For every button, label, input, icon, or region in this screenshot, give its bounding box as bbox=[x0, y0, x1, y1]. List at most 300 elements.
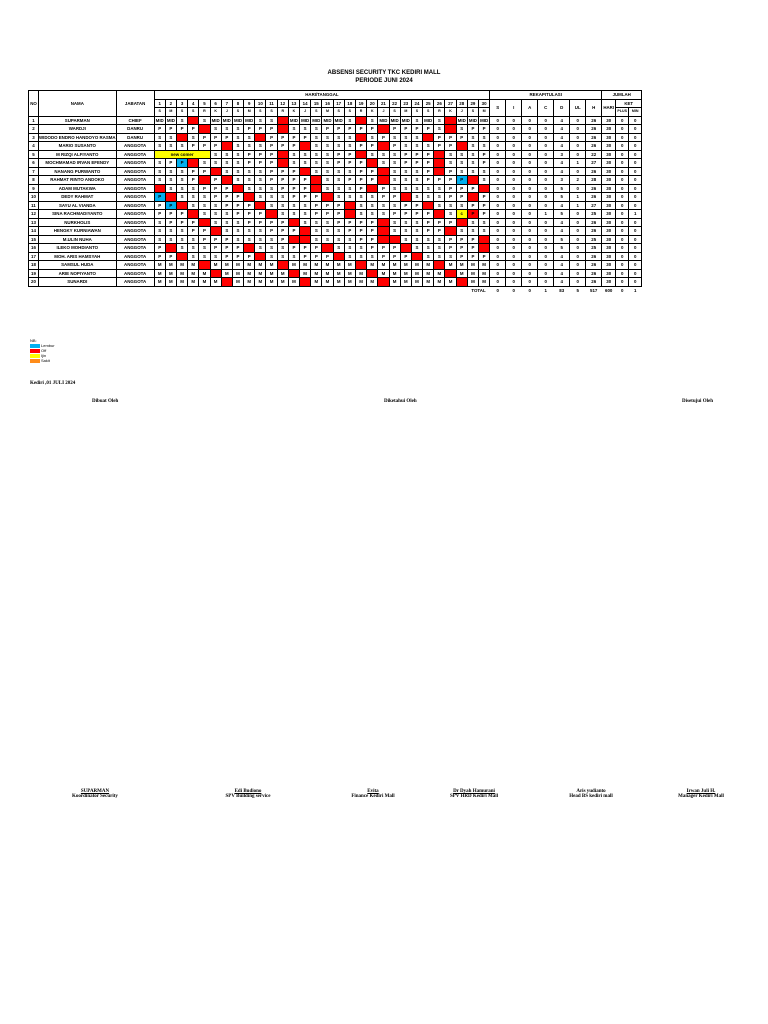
day-number: 25 bbox=[423, 99, 434, 108]
weekday-letter: S bbox=[154, 108, 165, 117]
day-cell: P bbox=[232, 252, 243, 261]
day-cell bbox=[199, 176, 210, 185]
day-cell: M bbox=[199, 278, 210, 287]
day-cell: S bbox=[378, 210, 389, 219]
weekday-letter: S bbox=[333, 108, 344, 117]
rekap-cell: 0 bbox=[490, 269, 506, 278]
day-cell: P bbox=[479, 201, 490, 210]
day-cell: S bbox=[333, 244, 344, 253]
rekap-cell: 26 bbox=[586, 218, 602, 227]
day-cell: S bbox=[344, 116, 355, 125]
day-cell: P bbox=[367, 235, 378, 244]
day-cell: P bbox=[277, 176, 288, 185]
day-cell bbox=[154, 184, 165, 193]
day-cell: P bbox=[165, 218, 176, 227]
rekap-cell: 27 bbox=[586, 201, 602, 210]
day-cell: S bbox=[311, 159, 322, 168]
day-cell: M bbox=[266, 278, 277, 287]
day-cell: S bbox=[411, 184, 422, 193]
day-cell: P bbox=[378, 244, 389, 253]
day-cell: S bbox=[479, 176, 490, 185]
day-number: 29 bbox=[467, 99, 478, 108]
day-cell: P bbox=[188, 176, 199, 185]
day-cell: P bbox=[165, 201, 176, 210]
day-cell: P bbox=[344, 150, 355, 159]
jumlah-cell: 0 bbox=[616, 150, 629, 159]
day-cell: S bbox=[479, 133, 490, 142]
day-cell: S bbox=[165, 133, 176, 142]
day-cell: S bbox=[255, 184, 266, 193]
total-spacer bbox=[389, 286, 400, 294]
day-number: 3 bbox=[176, 99, 187, 108]
day-cell: MID bbox=[401, 117, 410, 123]
day-number: 14 bbox=[300, 99, 311, 108]
day-cell: P bbox=[423, 167, 434, 176]
signature-role: Koordinator Security bbox=[72, 794, 118, 799]
day-cell: S bbox=[355, 252, 366, 261]
rekap-cell: 0 bbox=[570, 142, 586, 151]
jumlah-cell: 30 bbox=[602, 235, 616, 244]
rekap-cell: 0 bbox=[522, 269, 538, 278]
day-cell: M bbox=[154, 278, 165, 287]
row-nama: RAHMAT RINTO ANDOKO bbox=[39, 176, 117, 185]
total-spacer bbox=[116, 286, 154, 294]
day-cell: P bbox=[165, 125, 176, 134]
day-cell: P bbox=[288, 184, 299, 193]
date-place: Kediri ,01 JULI 2024 bbox=[30, 381, 76, 386]
jumlah-cell: 0 bbox=[616, 142, 629, 151]
day-cell: S bbox=[176, 184, 187, 193]
day-cell: P bbox=[344, 159, 355, 168]
day-cell: M bbox=[333, 269, 344, 278]
day-cell: MID bbox=[457, 117, 466, 123]
row-no: 9 bbox=[29, 184, 39, 193]
day-cell: M bbox=[255, 269, 266, 278]
weekday-letter: J bbox=[456, 108, 467, 117]
day-cell: P bbox=[367, 176, 378, 185]
day-cell: P bbox=[445, 184, 456, 193]
day-cell: M bbox=[423, 269, 434, 278]
total-spacer bbox=[344, 286, 355, 294]
day-cell: S bbox=[322, 227, 333, 236]
day-cell: S bbox=[188, 235, 199, 244]
day-cell bbox=[479, 184, 490, 193]
row-nama: M.ULIN NUHA bbox=[39, 235, 117, 244]
total-value: 0 bbox=[496, 287, 499, 293]
jumlah-cell: 0 bbox=[616, 269, 629, 278]
day-number: 2 bbox=[165, 99, 176, 108]
day-cell: P bbox=[266, 150, 277, 159]
weekday-letter: S bbox=[232, 108, 243, 117]
day-cell: P bbox=[322, 125, 333, 134]
day-cell: M bbox=[165, 261, 176, 270]
day-cell bbox=[244, 193, 255, 202]
day-cell: P bbox=[434, 133, 445, 142]
day-cell: M bbox=[322, 269, 333, 278]
day-cell: P bbox=[244, 210, 255, 219]
day-cell: S bbox=[221, 227, 232, 236]
day-cell: S bbox=[311, 133, 322, 142]
day-cell: S bbox=[288, 125, 299, 134]
day-cell bbox=[344, 201, 355, 210]
total-spacer bbox=[434, 286, 445, 294]
weekday-letter: J bbox=[378, 108, 389, 117]
day-cell: S bbox=[467, 150, 478, 159]
day-cell: S bbox=[300, 201, 311, 210]
rekap-cell: 0 bbox=[570, 218, 586, 227]
rekap-cell: 0 bbox=[506, 235, 522, 244]
row-jabatan: ANGGOTA bbox=[116, 218, 154, 227]
day-cell: P bbox=[479, 252, 490, 261]
rekap-cell: 0 bbox=[522, 193, 538, 202]
day-cell: S bbox=[255, 116, 266, 125]
rekap-cell: 0 bbox=[506, 116, 522, 125]
day-cell: P bbox=[456, 133, 467, 142]
diketahui-oleh: Diketahui Oleh bbox=[384, 399, 417, 404]
row-no: 17 bbox=[29, 252, 39, 261]
day-cell: S bbox=[232, 235, 243, 244]
day-cell: P bbox=[199, 235, 210, 244]
rekap-cell: 0 bbox=[490, 235, 506, 244]
day-cell: M bbox=[244, 261, 255, 270]
signature bbox=[419, 789, 529, 799]
header-min: MIN bbox=[629, 108, 642, 117]
day-cell: MID bbox=[424, 117, 433, 123]
rekap-cell: 0 bbox=[522, 201, 538, 210]
day-cell: M bbox=[456, 261, 467, 270]
day-cell: P bbox=[210, 184, 221, 193]
rekap-cell: 26 bbox=[586, 142, 602, 151]
day-number: 17 bbox=[333, 99, 344, 108]
day-cell: S bbox=[277, 201, 288, 210]
jumlah-cell: 0 bbox=[616, 218, 629, 227]
day-cell: P bbox=[434, 218, 445, 227]
day-cell: P bbox=[445, 176, 456, 185]
day-cell: S bbox=[423, 235, 434, 244]
rekap-cell: 0 bbox=[570, 184, 586, 193]
day-cell: P bbox=[311, 201, 322, 210]
row-no: 5 bbox=[29, 150, 39, 159]
rekap-cell: 4 bbox=[554, 159, 570, 168]
table-row bbox=[29, 227, 642, 236]
day-cell: M bbox=[165, 278, 176, 287]
day-cell: S bbox=[244, 176, 255, 185]
day-cell: S bbox=[266, 244, 277, 253]
rekap-cell: 5 bbox=[554, 184, 570, 193]
day-cell: S bbox=[479, 218, 490, 227]
day-cell: P bbox=[300, 133, 311, 142]
jumlah-cell: 0 bbox=[616, 116, 629, 125]
weekday-letter: S bbox=[344, 108, 355, 117]
rekap-col-ul: UL bbox=[570, 99, 586, 116]
total-label: TOTAL bbox=[471, 287, 486, 293]
day-cell: M bbox=[266, 269, 277, 278]
day-cell: S bbox=[411, 193, 422, 202]
day-cell: S bbox=[322, 184, 333, 193]
day-cell: P bbox=[333, 218, 344, 227]
day-cell: S bbox=[322, 150, 333, 159]
day-cell: M bbox=[176, 261, 187, 270]
rekap-cell: 0 bbox=[506, 269, 522, 278]
signature-name: Irwan Juli H. bbox=[686, 789, 716, 794]
day-cell: S bbox=[188, 201, 199, 210]
day-cell: P bbox=[300, 193, 311, 202]
day-cell: P bbox=[244, 150, 255, 159]
day-cell: S bbox=[255, 244, 266, 253]
rekap-cell: 0 bbox=[570, 235, 586, 244]
jumlah-cell: 30 bbox=[602, 218, 616, 227]
total-spacer bbox=[165, 286, 176, 294]
day-cell: P bbox=[221, 193, 232, 202]
row-jabatan: ANGGOTA bbox=[116, 167, 154, 176]
day-cell: S bbox=[210, 201, 221, 210]
rekap-cell: 0 bbox=[538, 150, 554, 159]
day-cell: M bbox=[389, 278, 400, 287]
jumlah-cell: 30 bbox=[602, 167, 616, 176]
rekap-cell: 26 bbox=[586, 227, 602, 236]
day-cell bbox=[378, 235, 389, 244]
rekap-cell: 0 bbox=[538, 133, 554, 142]
day-cell: S bbox=[411, 142, 422, 151]
day-cell: S bbox=[300, 150, 311, 159]
day-cell: S bbox=[479, 227, 490, 236]
day-cell bbox=[255, 252, 266, 261]
table-row bbox=[29, 210, 642, 219]
rekap-cell: 22 bbox=[586, 150, 602, 159]
rekap-cell: 5 bbox=[554, 244, 570, 253]
day-cell bbox=[400, 193, 411, 202]
jumlah-cell: 30 bbox=[602, 269, 616, 278]
day-cell: M bbox=[423, 261, 434, 270]
jumlah-cell: 30 bbox=[602, 227, 616, 236]
day-cell: S bbox=[221, 159, 232, 168]
rekap-cell: 2 bbox=[570, 176, 586, 185]
day-cell bbox=[367, 269, 378, 278]
rekap-cell: 1 bbox=[538, 210, 554, 219]
attendance-table bbox=[28, 90, 642, 294]
day-number: 10 bbox=[255, 99, 266, 108]
day-cell: S bbox=[333, 142, 344, 151]
day-cell: P bbox=[389, 244, 400, 253]
day-cell: M bbox=[411, 261, 422, 270]
day-cell: S bbox=[445, 252, 456, 261]
day-cell: M bbox=[467, 261, 478, 270]
table-row bbox=[29, 261, 642, 270]
row-nama: DEDY RAHMAT bbox=[39, 193, 117, 202]
day-cell: S bbox=[300, 125, 311, 134]
row-jabatan: ANGGOTA bbox=[116, 150, 154, 159]
day-cell bbox=[255, 133, 266, 142]
jumlah-cell: 0 bbox=[616, 252, 629, 261]
day-cell bbox=[255, 201, 266, 210]
day-cell: M bbox=[333, 278, 344, 287]
day-cell bbox=[210, 269, 221, 278]
day-cell: P bbox=[288, 244, 299, 253]
day-cell: P bbox=[266, 125, 277, 134]
day-cell: P bbox=[288, 176, 299, 185]
day-cell: S bbox=[188, 252, 199, 261]
rekap-cell: 4 bbox=[554, 227, 570, 236]
day-cell: P bbox=[288, 193, 299, 202]
jumlah-cell: 0 bbox=[616, 201, 629, 210]
row-no: 4 bbox=[29, 142, 39, 151]
day-cell: S bbox=[232, 125, 243, 134]
day-cell: M bbox=[378, 269, 389, 278]
weekday-letter: K bbox=[288, 108, 299, 117]
rekap-cell: 26 bbox=[586, 184, 602, 193]
day-cell: M bbox=[322, 261, 333, 270]
total-spacer bbox=[266, 286, 277, 294]
day-number: 7 bbox=[221, 99, 232, 108]
day-cell: S bbox=[188, 133, 199, 142]
day-cell: S bbox=[344, 142, 355, 151]
day-cell: S bbox=[165, 227, 176, 236]
day-cell: M bbox=[266, 261, 277, 270]
row-no: 12 bbox=[29, 210, 39, 219]
day-cell: P bbox=[434, 176, 445, 185]
weekday-letter: S bbox=[266, 108, 277, 117]
day-cell: S bbox=[244, 133, 255, 142]
jumlah-cell: 0 bbox=[629, 133, 642, 142]
day-cell bbox=[277, 125, 288, 134]
jumlah-cell: 1 bbox=[629, 210, 642, 219]
row-nama: ADAM MUTAKWA bbox=[39, 184, 117, 193]
weekday-letter: M bbox=[322, 108, 333, 117]
day-cell: S bbox=[434, 116, 445, 125]
day-cell: S bbox=[411, 167, 422, 176]
day-cell bbox=[445, 227, 456, 236]
day-cell: S bbox=[176, 227, 187, 236]
day-cell: S bbox=[456, 159, 467, 168]
day-cell: S bbox=[232, 159, 243, 168]
day-cell: P bbox=[244, 159, 255, 168]
day-cell: S bbox=[154, 235, 165, 244]
day-cell: P bbox=[232, 193, 243, 202]
total-spacer bbox=[423, 286, 434, 294]
day-cell bbox=[244, 244, 255, 253]
row-no: 19 bbox=[29, 269, 39, 278]
row-jabatan: ANGGOTA bbox=[116, 176, 154, 185]
day-cell: MID bbox=[245, 117, 254, 123]
total-spacer bbox=[445, 286, 456, 294]
day-cell: M bbox=[288, 278, 299, 287]
day-cell bbox=[199, 125, 210, 134]
weekday-letter: S bbox=[467, 108, 478, 117]
rekap-cell: 0 bbox=[570, 133, 586, 142]
day-cell bbox=[434, 167, 445, 176]
day-cell: P bbox=[300, 252, 311, 261]
day-cell: S bbox=[456, 201, 467, 210]
day-cell: P bbox=[221, 201, 232, 210]
day-cell: S bbox=[311, 150, 322, 159]
day-cell bbox=[188, 159, 199, 168]
jumlah-cell: 0 bbox=[616, 244, 629, 253]
jumlah-cell: 30 bbox=[602, 201, 616, 210]
day-cell: S bbox=[434, 252, 445, 261]
row-jabatan: ANGGOTA bbox=[116, 142, 154, 151]
day-cell: M bbox=[445, 278, 456, 287]
day-cell: S bbox=[367, 116, 378, 125]
day-cell: M bbox=[389, 261, 400, 270]
table-row bbox=[29, 244, 642, 253]
day-cell: M bbox=[367, 278, 378, 287]
day-cell: P bbox=[389, 125, 400, 134]
day-cell: S bbox=[188, 244, 199, 253]
day-cell: P bbox=[479, 159, 490, 168]
day-cell: MID bbox=[480, 117, 489, 123]
day-cell: P bbox=[210, 133, 221, 142]
rekap-cell: 4 bbox=[554, 167, 570, 176]
rekap-cell: 0 bbox=[522, 133, 538, 142]
rekap-cell: 4 bbox=[554, 133, 570, 142]
day-cell: P bbox=[322, 252, 333, 261]
row-nama: SUNARDI bbox=[39, 278, 117, 287]
day-cell: S bbox=[154, 133, 165, 142]
day-cell: S bbox=[255, 193, 266, 202]
rekap-cell: 0 bbox=[506, 150, 522, 159]
day-cell: S bbox=[344, 235, 355, 244]
day-cell: P bbox=[311, 193, 322, 202]
day-cell: S bbox=[434, 125, 445, 134]
day-cell bbox=[232, 184, 243, 193]
day-cell: P bbox=[266, 142, 277, 151]
rekap-cell: 0 bbox=[490, 261, 506, 270]
day-cell bbox=[456, 142, 467, 151]
day-cell: P bbox=[456, 244, 467, 253]
day-number: 8 bbox=[232, 99, 243, 108]
day-cell: S bbox=[244, 184, 255, 193]
day-number: 5 bbox=[199, 99, 210, 108]
day-cell: P bbox=[445, 142, 456, 151]
day-cell: S bbox=[367, 252, 378, 261]
day-cell bbox=[479, 235, 490, 244]
row-nama: ILEKO MOHDIANTO bbox=[39, 244, 117, 253]
signature bbox=[646, 789, 756, 799]
rekap-cell: 0 bbox=[490, 133, 506, 142]
rekap-cell: 0 bbox=[570, 116, 586, 125]
day-cell: S bbox=[344, 244, 355, 253]
day-number: 22 bbox=[389, 99, 400, 108]
day-cell: S bbox=[378, 150, 389, 159]
day-cell: S bbox=[367, 193, 378, 202]
row-nama: NANANG PURWANTO bbox=[39, 167, 117, 176]
day-cell: S bbox=[344, 167, 355, 176]
day-cell: P bbox=[311, 252, 322, 261]
jumlah-cell: 30 bbox=[602, 193, 616, 202]
day-cell: P bbox=[266, 227, 277, 236]
rekap-cell: 0 bbox=[506, 193, 522, 202]
rekap-cell: 0 bbox=[506, 167, 522, 176]
rekap-cell: 1 bbox=[570, 201, 586, 210]
row-jabatan: ANGGOTA bbox=[116, 159, 154, 168]
day-cell: S bbox=[288, 210, 299, 219]
newcomer-cell: new comer bbox=[154, 150, 210, 159]
rekap-cell: 26 bbox=[586, 133, 602, 142]
day-cell: P bbox=[367, 227, 378, 236]
total-value: 0 bbox=[620, 287, 624, 293]
total-spacer bbox=[378, 286, 389, 294]
day-cell: P bbox=[400, 125, 411, 134]
day-cell: P bbox=[344, 125, 355, 134]
rekap-cell: 0 bbox=[506, 210, 522, 219]
rekap-cell: 0 bbox=[538, 125, 554, 134]
day-cell: P bbox=[154, 125, 165, 134]
day-cell: S bbox=[423, 184, 434, 193]
jumlah-cell: 0 bbox=[629, 125, 642, 134]
day-cell: S bbox=[199, 244, 210, 253]
day-cell bbox=[411, 252, 422, 261]
day-cell: S bbox=[322, 159, 333, 168]
